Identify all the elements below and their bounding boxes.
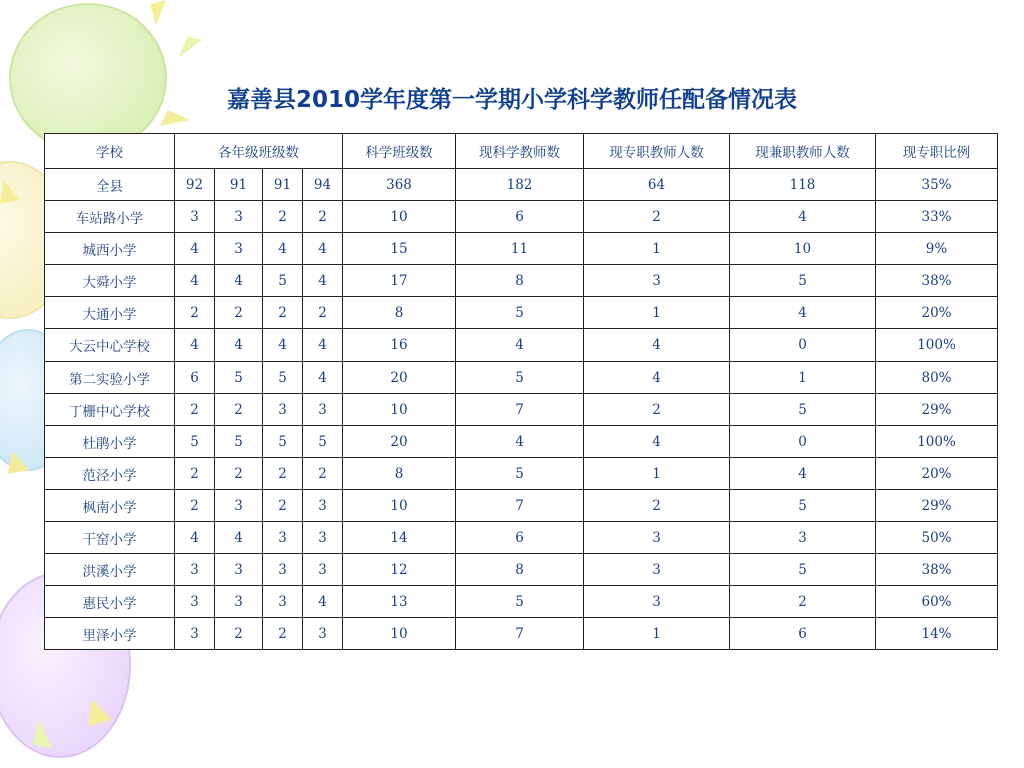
cell-g2: 4 xyxy=(215,265,263,297)
cell-g1: 5 xyxy=(175,426,215,458)
cell-g2: 2 xyxy=(215,618,263,650)
sparkle-shape xyxy=(150,0,166,26)
cell-fulltime: 2 xyxy=(584,201,730,233)
cell-classes: 20 xyxy=(343,426,456,458)
table-row xyxy=(45,233,998,265)
cell-school: 惠民小学 xyxy=(45,586,175,618)
cell-g4: 3 xyxy=(303,618,343,650)
cell-school: 大舜小学 xyxy=(45,265,175,297)
cell-teachers: 182 xyxy=(456,169,584,201)
cell-fulltime: 3 xyxy=(584,265,730,297)
cell-g1: 3 xyxy=(175,618,215,650)
cell-fulltime: 4 xyxy=(584,362,730,394)
cell-g3: 2 xyxy=(263,458,303,490)
sparkle-shape xyxy=(178,36,202,58)
cell-g1: 4 xyxy=(175,522,215,554)
cell-g4: 3 xyxy=(303,554,343,586)
cell-teachers: 8 xyxy=(456,265,584,297)
cell-teachers: 6 xyxy=(456,201,584,233)
cell-ratio: 80% xyxy=(876,362,998,394)
cell-classes: 8 xyxy=(343,458,456,490)
cell-teachers: 7 xyxy=(456,490,584,522)
cell-g1: 2 xyxy=(175,394,215,426)
table-row xyxy=(45,201,998,233)
table-row xyxy=(45,586,998,618)
table-body xyxy=(45,134,998,650)
cell-ratio: 100% xyxy=(876,329,998,362)
cell-g3: 91 xyxy=(263,169,303,201)
cell-g1: 92 xyxy=(175,169,215,201)
cell-ratio: 14% xyxy=(876,618,998,650)
cell-ratio: 33% xyxy=(876,201,998,233)
cell-g2: 91 xyxy=(215,169,263,201)
cell-school: 枫南小学 xyxy=(45,490,175,522)
cell-g2: 2 xyxy=(215,297,263,329)
cell-ratio: 60% xyxy=(876,586,998,618)
table-row xyxy=(45,458,998,490)
cell-teachers: 4 xyxy=(456,426,584,458)
cell-g2: 4 xyxy=(215,522,263,554)
cell-g1: 2 xyxy=(175,297,215,329)
cell-g2: 2 xyxy=(215,394,263,426)
cell-fulltime: 64 xyxy=(584,169,730,201)
cell-g1: 3 xyxy=(175,201,215,233)
table-row xyxy=(45,490,998,522)
cell-classes: 368 xyxy=(343,169,456,201)
cell-g2: 4 xyxy=(215,329,263,362)
cell-g4: 4 xyxy=(303,586,343,618)
table-row xyxy=(45,554,998,586)
cell-fulltime: 1 xyxy=(584,458,730,490)
cell-parttime: 2 xyxy=(730,586,876,618)
cell-g1: 2 xyxy=(175,490,215,522)
cell-g1: 4 xyxy=(175,233,215,265)
cell-g4: 3 xyxy=(303,522,343,554)
cell-teachers: 5 xyxy=(456,297,584,329)
cell-parttime: 4 xyxy=(730,458,876,490)
cell-g3: 5 xyxy=(263,362,303,394)
cell-ratio: 20% xyxy=(876,297,998,329)
cell-g4: 2 xyxy=(303,297,343,329)
cell-school: 杜鹃小学 xyxy=(45,426,175,458)
header-ratio: 现专职比例 xyxy=(876,134,998,169)
cell-parttime: 5 xyxy=(730,554,876,586)
cell-g1: 4 xyxy=(175,265,215,297)
cell-fulltime: 1 xyxy=(584,618,730,650)
cell-g2: 3 xyxy=(215,233,263,265)
cell-classes: 16 xyxy=(343,329,456,362)
cell-ratio: 29% xyxy=(876,394,998,426)
cell-school: 第二实验小学 xyxy=(45,362,175,394)
table-row xyxy=(45,394,998,426)
cell-ratio: 100% xyxy=(876,426,998,458)
green-balloon xyxy=(10,4,166,152)
cell-g4: 4 xyxy=(303,233,343,265)
cell-g3: 5 xyxy=(263,426,303,458)
cell-fulltime: 2 xyxy=(584,490,730,522)
cell-g2: 3 xyxy=(215,554,263,586)
cell-teachers: 7 xyxy=(456,618,584,650)
cell-fulltime: 3 xyxy=(584,522,730,554)
cell-parttime: 0 xyxy=(730,329,876,362)
cell-ratio: 9% xyxy=(876,233,998,265)
cell-g3: 5 xyxy=(263,265,303,297)
cell-g3: 3 xyxy=(263,522,303,554)
cell-fulltime: 2 xyxy=(584,394,730,426)
cell-g1: 3 xyxy=(175,554,215,586)
cell-g4: 4 xyxy=(303,362,343,394)
cell-g3: 3 xyxy=(263,394,303,426)
cell-parttime: 5 xyxy=(730,265,876,297)
cell-teachers: 5 xyxy=(456,458,584,490)
cell-parttime: 4 xyxy=(730,201,876,233)
cell-g1: 3 xyxy=(175,586,215,618)
header-fulltime: 现专职教师人数 xyxy=(584,134,730,169)
table-row xyxy=(45,329,998,362)
cell-g2: 5 xyxy=(215,362,263,394)
cell-classes: 12 xyxy=(343,554,456,586)
cell-fulltime: 3 xyxy=(584,586,730,618)
cell-school: 丁栅中心学校 xyxy=(45,394,175,426)
cell-g3: 4 xyxy=(263,233,303,265)
cell-g1: 2 xyxy=(175,458,215,490)
cell-ratio: 35% xyxy=(876,169,998,201)
cell-g2: 3 xyxy=(215,201,263,233)
table-row xyxy=(45,297,998,329)
cell-fulltime: 1 xyxy=(584,297,730,329)
cell-teachers: 5 xyxy=(456,586,584,618)
cell-classes: 10 xyxy=(343,618,456,650)
cell-school: 洪溪小学 xyxy=(45,554,175,586)
cell-classes: 10 xyxy=(343,201,456,233)
cell-g1: 6 xyxy=(175,362,215,394)
cell-g3: 3 xyxy=(263,586,303,618)
cell-teachers: 5 xyxy=(456,362,584,394)
teacher-table xyxy=(44,133,998,650)
cell-g1: 4 xyxy=(175,329,215,362)
cell-g4: 94 xyxy=(303,169,343,201)
cell-ratio: 38% xyxy=(876,554,998,586)
cell-g2: 5 xyxy=(215,426,263,458)
cell-g3: 2 xyxy=(263,201,303,233)
cell-classes: 20 xyxy=(343,362,456,394)
cell-ratio: 29% xyxy=(876,490,998,522)
cell-g4: 2 xyxy=(303,201,343,233)
cell-g2: 2 xyxy=(215,458,263,490)
cell-parttime: 10 xyxy=(730,233,876,265)
cell-ratio: 38% xyxy=(876,265,998,297)
cell-parttime: 4 xyxy=(730,297,876,329)
cell-g4: 3 xyxy=(303,394,343,426)
cell-classes: 8 xyxy=(343,297,456,329)
cell-fulltime: 1 xyxy=(584,233,730,265)
cell-parttime: 5 xyxy=(730,394,876,426)
cell-school: 大云中心学校 xyxy=(45,329,175,362)
cell-teachers: 11 xyxy=(456,233,584,265)
cell-classes: 15 xyxy=(343,233,456,265)
cell-school: 全县 xyxy=(45,169,175,201)
header-row xyxy=(45,134,998,169)
cell-fulltime: 3 xyxy=(584,554,730,586)
cell-classes: 13 xyxy=(343,586,456,618)
cell-parttime: 6 xyxy=(730,618,876,650)
cell-school: 城西小学 xyxy=(45,233,175,265)
cell-parttime: 5 xyxy=(730,490,876,522)
page-title: 嘉善县2010学年度第一学期小学科学教师任配备情况表 xyxy=(226,87,797,113)
cell-school: 里泽小学 xyxy=(45,618,175,650)
header-science-teachers: 现科学教师数 xyxy=(456,134,584,169)
cell-teachers: 8 xyxy=(456,554,584,586)
cell-parttime: 3 xyxy=(730,522,876,554)
cell-school: 车站路小学 xyxy=(45,201,175,233)
total-row xyxy=(45,169,998,201)
header-grades: 各年级班级数 xyxy=(175,134,343,169)
cell-g3: 2 xyxy=(263,297,303,329)
cell-parttime: 0 xyxy=(730,426,876,458)
cell-g4: 4 xyxy=(303,265,343,297)
cell-g2: 3 xyxy=(215,490,263,522)
cell-classes: 10 xyxy=(343,394,456,426)
cell-ratio: 50% xyxy=(876,522,998,554)
cell-g4: 4 xyxy=(303,329,343,362)
table-row xyxy=(45,522,998,554)
table-row xyxy=(45,265,998,297)
cell-school: 大通小学 xyxy=(45,297,175,329)
cell-teachers: 7 xyxy=(456,394,584,426)
header-science-classes: 科学班级数 xyxy=(343,134,456,169)
cell-fulltime: 4 xyxy=(584,329,730,362)
header-school: 学校 xyxy=(45,134,175,169)
cell-classes: 10 xyxy=(343,490,456,522)
cell-g3: 2 xyxy=(263,490,303,522)
cell-ratio: 20% xyxy=(876,458,998,490)
cell-classes: 14 xyxy=(343,522,456,554)
cell-school: 干窑小学 xyxy=(45,522,175,554)
cell-g4: 3 xyxy=(303,490,343,522)
header-parttime: 现兼职教师人数 xyxy=(730,134,876,169)
cell-g2: 3 xyxy=(215,586,263,618)
cell-teachers: 6 xyxy=(456,522,584,554)
cell-teachers: 4 xyxy=(456,329,584,362)
table-row xyxy=(45,426,998,458)
cell-g3: 4 xyxy=(263,329,303,362)
cell-classes: 17 xyxy=(343,265,456,297)
cell-school: 范泾小学 xyxy=(45,458,175,490)
cell-parttime: 118 xyxy=(730,169,876,201)
cell-g3: 3 xyxy=(263,554,303,586)
cell-g4: 2 xyxy=(303,458,343,490)
cell-g4: 5 xyxy=(303,426,343,458)
table-row xyxy=(45,618,998,650)
cell-g3: 2 xyxy=(263,618,303,650)
cell-fulltime: 4 xyxy=(584,426,730,458)
table-row xyxy=(45,362,998,394)
cell-parttime: 1 xyxy=(730,362,876,394)
